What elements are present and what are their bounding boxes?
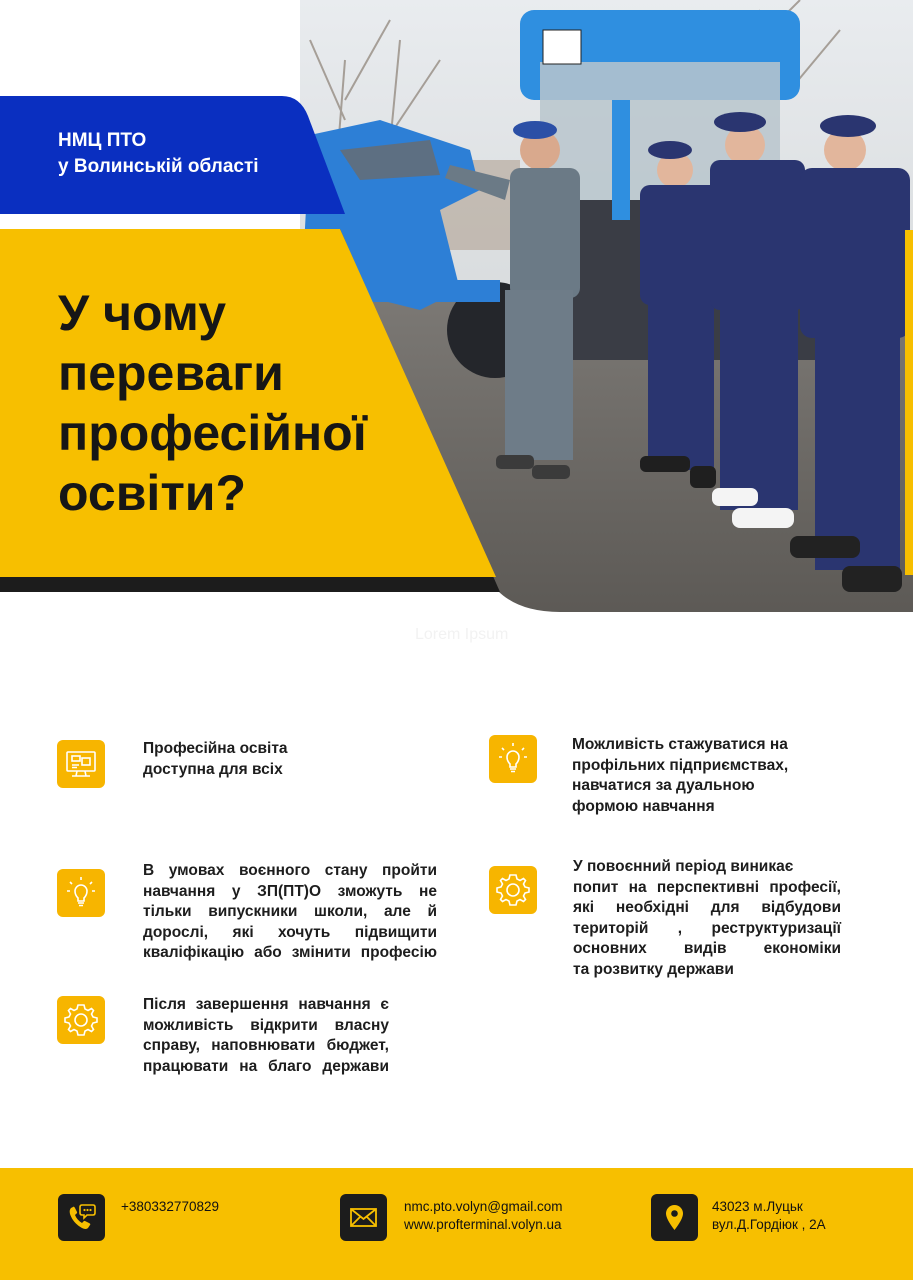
contact-footer xyxy=(0,1168,913,1280)
feature-line: можливість відкрити власну xyxy=(143,1016,389,1034)
title-line: У чому xyxy=(58,285,227,341)
feature-line: попит на перспективні професії, xyxy=(573,878,841,896)
page-title xyxy=(58,283,438,523)
title-line: освіти? xyxy=(58,465,247,521)
feature-line: та розвитку держави xyxy=(573,960,734,978)
title-line: переваги xyxy=(58,345,284,401)
feature-line: які необхідні для відбудови xyxy=(573,899,841,916)
envelope-icon xyxy=(340,1194,387,1241)
feature-line: навчання у ЗП(ПТ)О зможуть не xyxy=(143,882,437,900)
feature-line: Після завершення навчання є xyxy=(143,996,389,1013)
feature-line: профільних підприємствах, xyxy=(572,756,789,774)
lightbulb-icon xyxy=(489,735,537,783)
address-line: 43023 м.Луцьк xyxy=(712,1199,803,1214)
address xyxy=(712,1198,826,1234)
feature-text xyxy=(572,735,788,817)
lightbulb-icon xyxy=(57,869,105,917)
feature-text xyxy=(143,739,288,780)
feature-line: Професійна освіта xyxy=(143,740,288,757)
address-line: вул.Д.Гордіюк , 2А xyxy=(712,1217,826,1232)
feature-line: У повоєнний період виникає xyxy=(573,858,794,875)
gear-icon xyxy=(489,866,537,914)
title-line: професійної xyxy=(58,405,367,461)
email-link[interactable]: nmc.pto.volyn@gmail.com xyxy=(404,1199,563,1214)
placeholder-text: Lorem Ipsum xyxy=(415,626,509,643)
organization-name xyxy=(58,128,259,180)
feature-line: Можливість стажуватися на xyxy=(572,736,788,753)
gear-icon xyxy=(57,996,105,1044)
feature-line: основних видів економіки xyxy=(573,940,841,957)
feature-line: доступна для всіх xyxy=(143,760,283,778)
feature-text xyxy=(573,857,841,980)
feature-line: дорослі, які хочуть підвищити xyxy=(143,923,437,941)
feature-line: навчатися за дуальною xyxy=(572,777,755,794)
feature-line: тільки випускники школи, але й xyxy=(143,903,437,920)
phone-number[interactable]: +380332770829 xyxy=(121,1199,219,1214)
feature-line: кваліфікацію або змінити професію xyxy=(143,944,437,961)
feature-text xyxy=(143,861,437,964)
feature-line: формою навчання xyxy=(572,797,715,815)
organization-name-line1: НМЦ ПТО xyxy=(58,130,147,151)
feature-line: В умовах воєнного стану пройти xyxy=(143,862,437,879)
feature-text xyxy=(143,995,389,1077)
feature-line: працювати на благо держави xyxy=(143,1057,389,1075)
computer-icon xyxy=(57,740,105,788)
location-pin-icon xyxy=(651,1194,698,1241)
hero xyxy=(0,0,913,620)
organization-name-line2: у Волинській області xyxy=(58,156,259,177)
website-link[interactable]: www.profterminal.volyn.ua xyxy=(404,1217,562,1232)
phone-chat-icon xyxy=(58,1194,105,1241)
feature-line: територій , реструктуризації xyxy=(573,919,841,937)
contact-links xyxy=(404,1198,563,1234)
feature-line: справу, наповнювати бюджет, xyxy=(143,1037,389,1054)
